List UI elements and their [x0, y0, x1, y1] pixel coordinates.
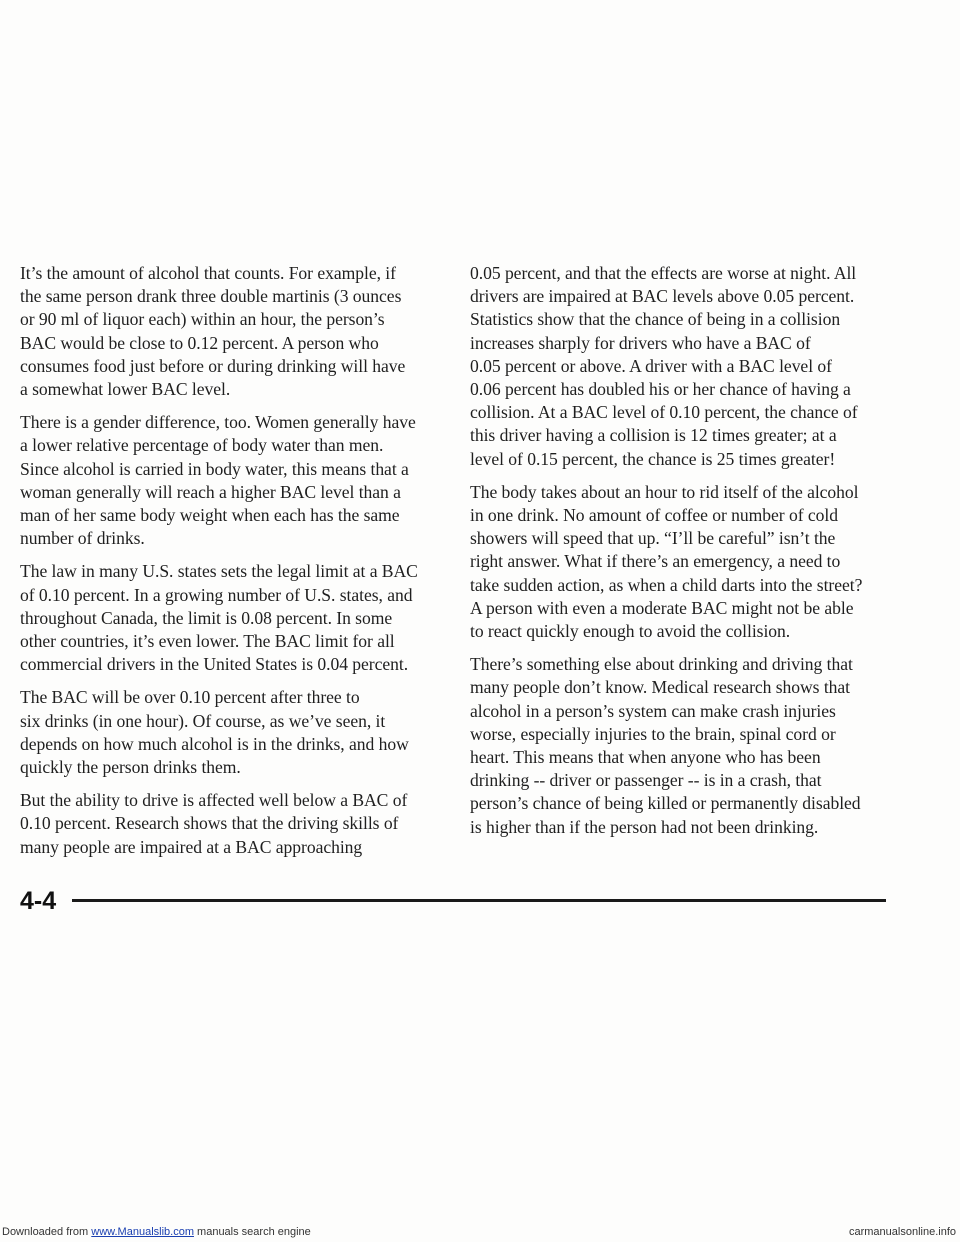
left-column: [20, 262, 440, 869]
paragraph-alcohol-amount: It’s the amount of alcohol that counts. For example, if the same person drank three double martinis (3 ounces or 90 ml of liquor each) within an hour, the person’s BAC would be close to 0.12 percent. A person who consumes food just before or during drinking will have a somewhat lower BAC level.: [20, 263, 406, 400]
paragraph-legal-limit: The law in many U.S. states sets the legal limit at a BAC of 0.10 percent. In a growing number of U.S. states, and throughout Canada, the limit is 0.08 percent. In some other countries, it’s even lower. The BAC limit for all commercial drivers in the United States is 0.04 percent.: [20, 561, 418, 675]
paragraph-gender-difference: There is a gender difference, too. Women generally have a lower relative percentage of body water than men. Since alcohol is carried in body water, this means that a woman generally will reach a higher BAC level than a man of her same body weight when each has the same number of drinks.: [20, 412, 416, 549]
footer-suffix: manuals search engine: [193, 1226, 311, 1238]
page-number: 4-4: [20, 887, 57, 915]
manualslib-link[interactable]: www.Manualslib.com: [91, 1226, 194, 1238]
footer-prefix: Downloaded from: [2, 1226, 92, 1238]
paragraph-body-processing: The body takes about an hour to rid itself of the alcohol in one drink. No amount of coffee or number of cold showers will speed that up. “I’ll be careful” isn’t the right answer. What if there’s an emergency, a need to take sudden action, as when a child darts into the street? A person with even a moderate BAC might not be able to react quickly enough to avoid the collision.: [470, 481, 863, 642]
footer-rule: [72, 899, 886, 902]
right-column: [470, 262, 910, 849]
paragraph-crash-injuries: There’s something else about drinking and driving that many people don’t know. Medical research shows that alcohol in a person’s system can make crash injuries worse, especially injuries to the brain, spinal cord or heart. This means that when anyone who has been drinking -- driver or passenger -- is in a crash, that person’s chance of being killed or permanently disabled is higher than if the person had not been drinking.: [470, 654, 861, 837]
download-footer: [2, 1225, 311, 1239]
paragraph-driving-ability: But the ability to drive is affected well below a BAC of 0.10 percent. Research shows that the driving skills of many people are impaired at a BAC approaching: [20, 790, 408, 857]
watermark-text: carmanualsonline.info: [848, 1226, 956, 1238]
paragraph-collision-chance: 0.05 percent, and that the effects are worse at night. All drivers are impaired at BAC levels above 0.05 percent. Statistics show that the chance of being in a collision increases sharply for drivers who have a BAC of 0.05 percent or above. A driver with a BAC level of 0.06 percent has doubled his or her chance of having a collision. At a BAC level of 0.10 percent, the chance of this driver having a collision is 12 times greater; at a level of 0.15 percent, the chance is 25 times greater!: [470, 263, 858, 469]
paragraph-drinks-count: The BAC will be over 0.10 percent after three to six drinks (in one hour). Of course, as we’ve seen, it depends on how much alcohol is in the drinks, and how quickly the person drinks them.: [20, 687, 409, 778]
